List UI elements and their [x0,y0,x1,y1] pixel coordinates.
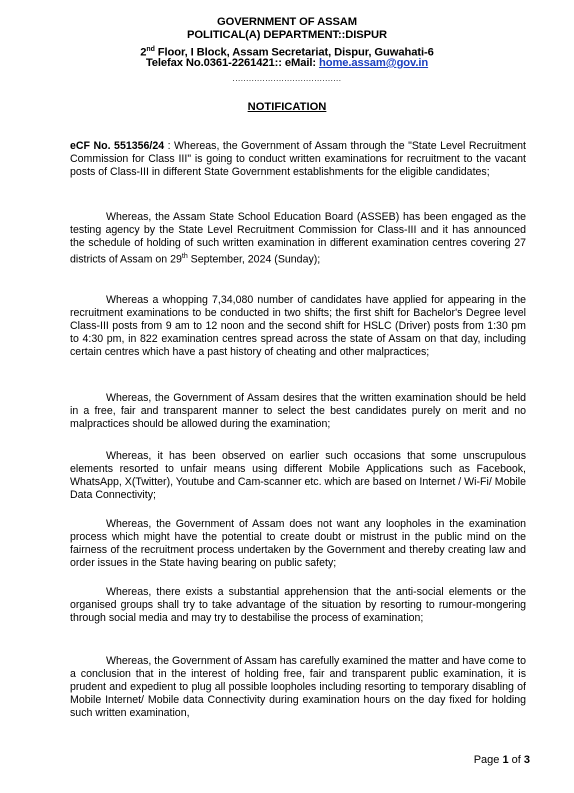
paragraph-6-text: Whereas, the Government of Assam does not want any loopholes in the examination process which might have the potential to create doubt or mistrust in the public mind on the fairness of the recruitment process undertaken by the Government and thereby creating law and order issues in the State having bearing on public safety; [70,518,526,569]
paragraph-1-text: : Whereas, the Government of Assam through the "State Level Recruitment Commission for Class III" is going to conduct written examinations for recruitment to the vacant posts of Class-III in different State Government establishments for the eligible candidates; [70,140,527,178]
paragraph-2-text-b: September, 2024 (Sunday); [187,253,321,266]
header-contact [0,57,574,70]
paragraph-8 [70,655,526,720]
paragraph-3 [70,294,526,359]
paragraph-2-text-a: Whereas, the Assam State School Education Board (ASSEB) has been engaged as the testing agency by the State Level Recruitment Commission for Class-III and it has announced the schedule of holding of such written examination in different examination centres covering 27 districts of Assam on 29 [70,211,526,266]
paragraph-2-sup: th [181,253,188,260]
paragraph-5 [70,450,526,502]
paragraph-8-text: Whereas, the Government of Assam has carefully examined the matter and have come to a conclusion that in the interest of holding free, fair and transparent public examination, it is prudent and expedient to plug all possible loopholes including resorting to temporary disabling of Mobile Internet/ Mobile data Connectivity during examination hours on the day fixed for holding such written examination, [70,655,526,719]
notification-title: NOTIFICATION [247,101,327,113]
paragraph-5-text: Whereas, it has been observed on earlier such occasions that some unscrupulous elements resorted to unfair means using different Mobile Applications such as Facebook, WhatsApp, X(Twitter), Youtube and Cam-scanner etc. which are based on Internet / Wi-Fi/ Mobile Data Connectivity; [70,450,526,501]
page-total: 3 [523,754,530,766]
page-current: 1 [502,754,509,766]
page-word: Page [473,754,503,766]
page-number [474,754,530,767]
ecf-reference: eCF No. 551356/24 [70,140,165,152]
address-floor-suffix: nd [146,46,155,53]
paragraph-7 [70,586,526,625]
paragraph-6 [70,518,526,570]
header-government: GOVERNMENT OF ASSAM [216,16,358,28]
address-floor-number: 2 [140,46,147,59]
email-link[interactable]: home.assam@gov.in [318,57,429,69]
paragraph-4 [70,392,526,431]
telefax-text: Telefax No.0361-2261421:: eMail: [145,57,319,69]
paragraph-7-text: Whereas, there exists a substantial apprehension that the anti-social elements or the organised groups shall try to take advantage of the situation by resorting to rumour-mongering through social media and may try to destabilise the process of examination; [70,586,526,624]
paragraph-2 [70,211,526,267]
header-department: POLITICAL(A) DEPARTMENT::DISPUR [187,29,387,41]
header-separator: ........................................ [232,74,342,83]
of-word: of [508,754,524,766]
paragraph-4-text: Whereas, the Government of Assam desires that the written examination should be held in a free, fair and transparent manner to select the best candidates purely on merit and no malpractices should be allowed during the examination; [70,392,526,430]
address-rest: Floor, I Block, Assam Secretariat, Dispur, Guwahati-6 [154,46,434,59]
paragraph-1 [70,140,526,179]
paragraph-3-text: Whereas a whopping 7,34,080 number of candidates have applied for appearing in the recruitment examinations to be conducted in two shifts; the first shift for Bachelor's Degree level Class-III posts from 9 am to 12 noon and the second shift for HSLC (Driver) posts from 1:30 pm to 4:30 pm, in 822 examination centres spread across the state of Assam on that day, including certain centres which have a past history of cheating and other malpractices; [70,294,526,358]
